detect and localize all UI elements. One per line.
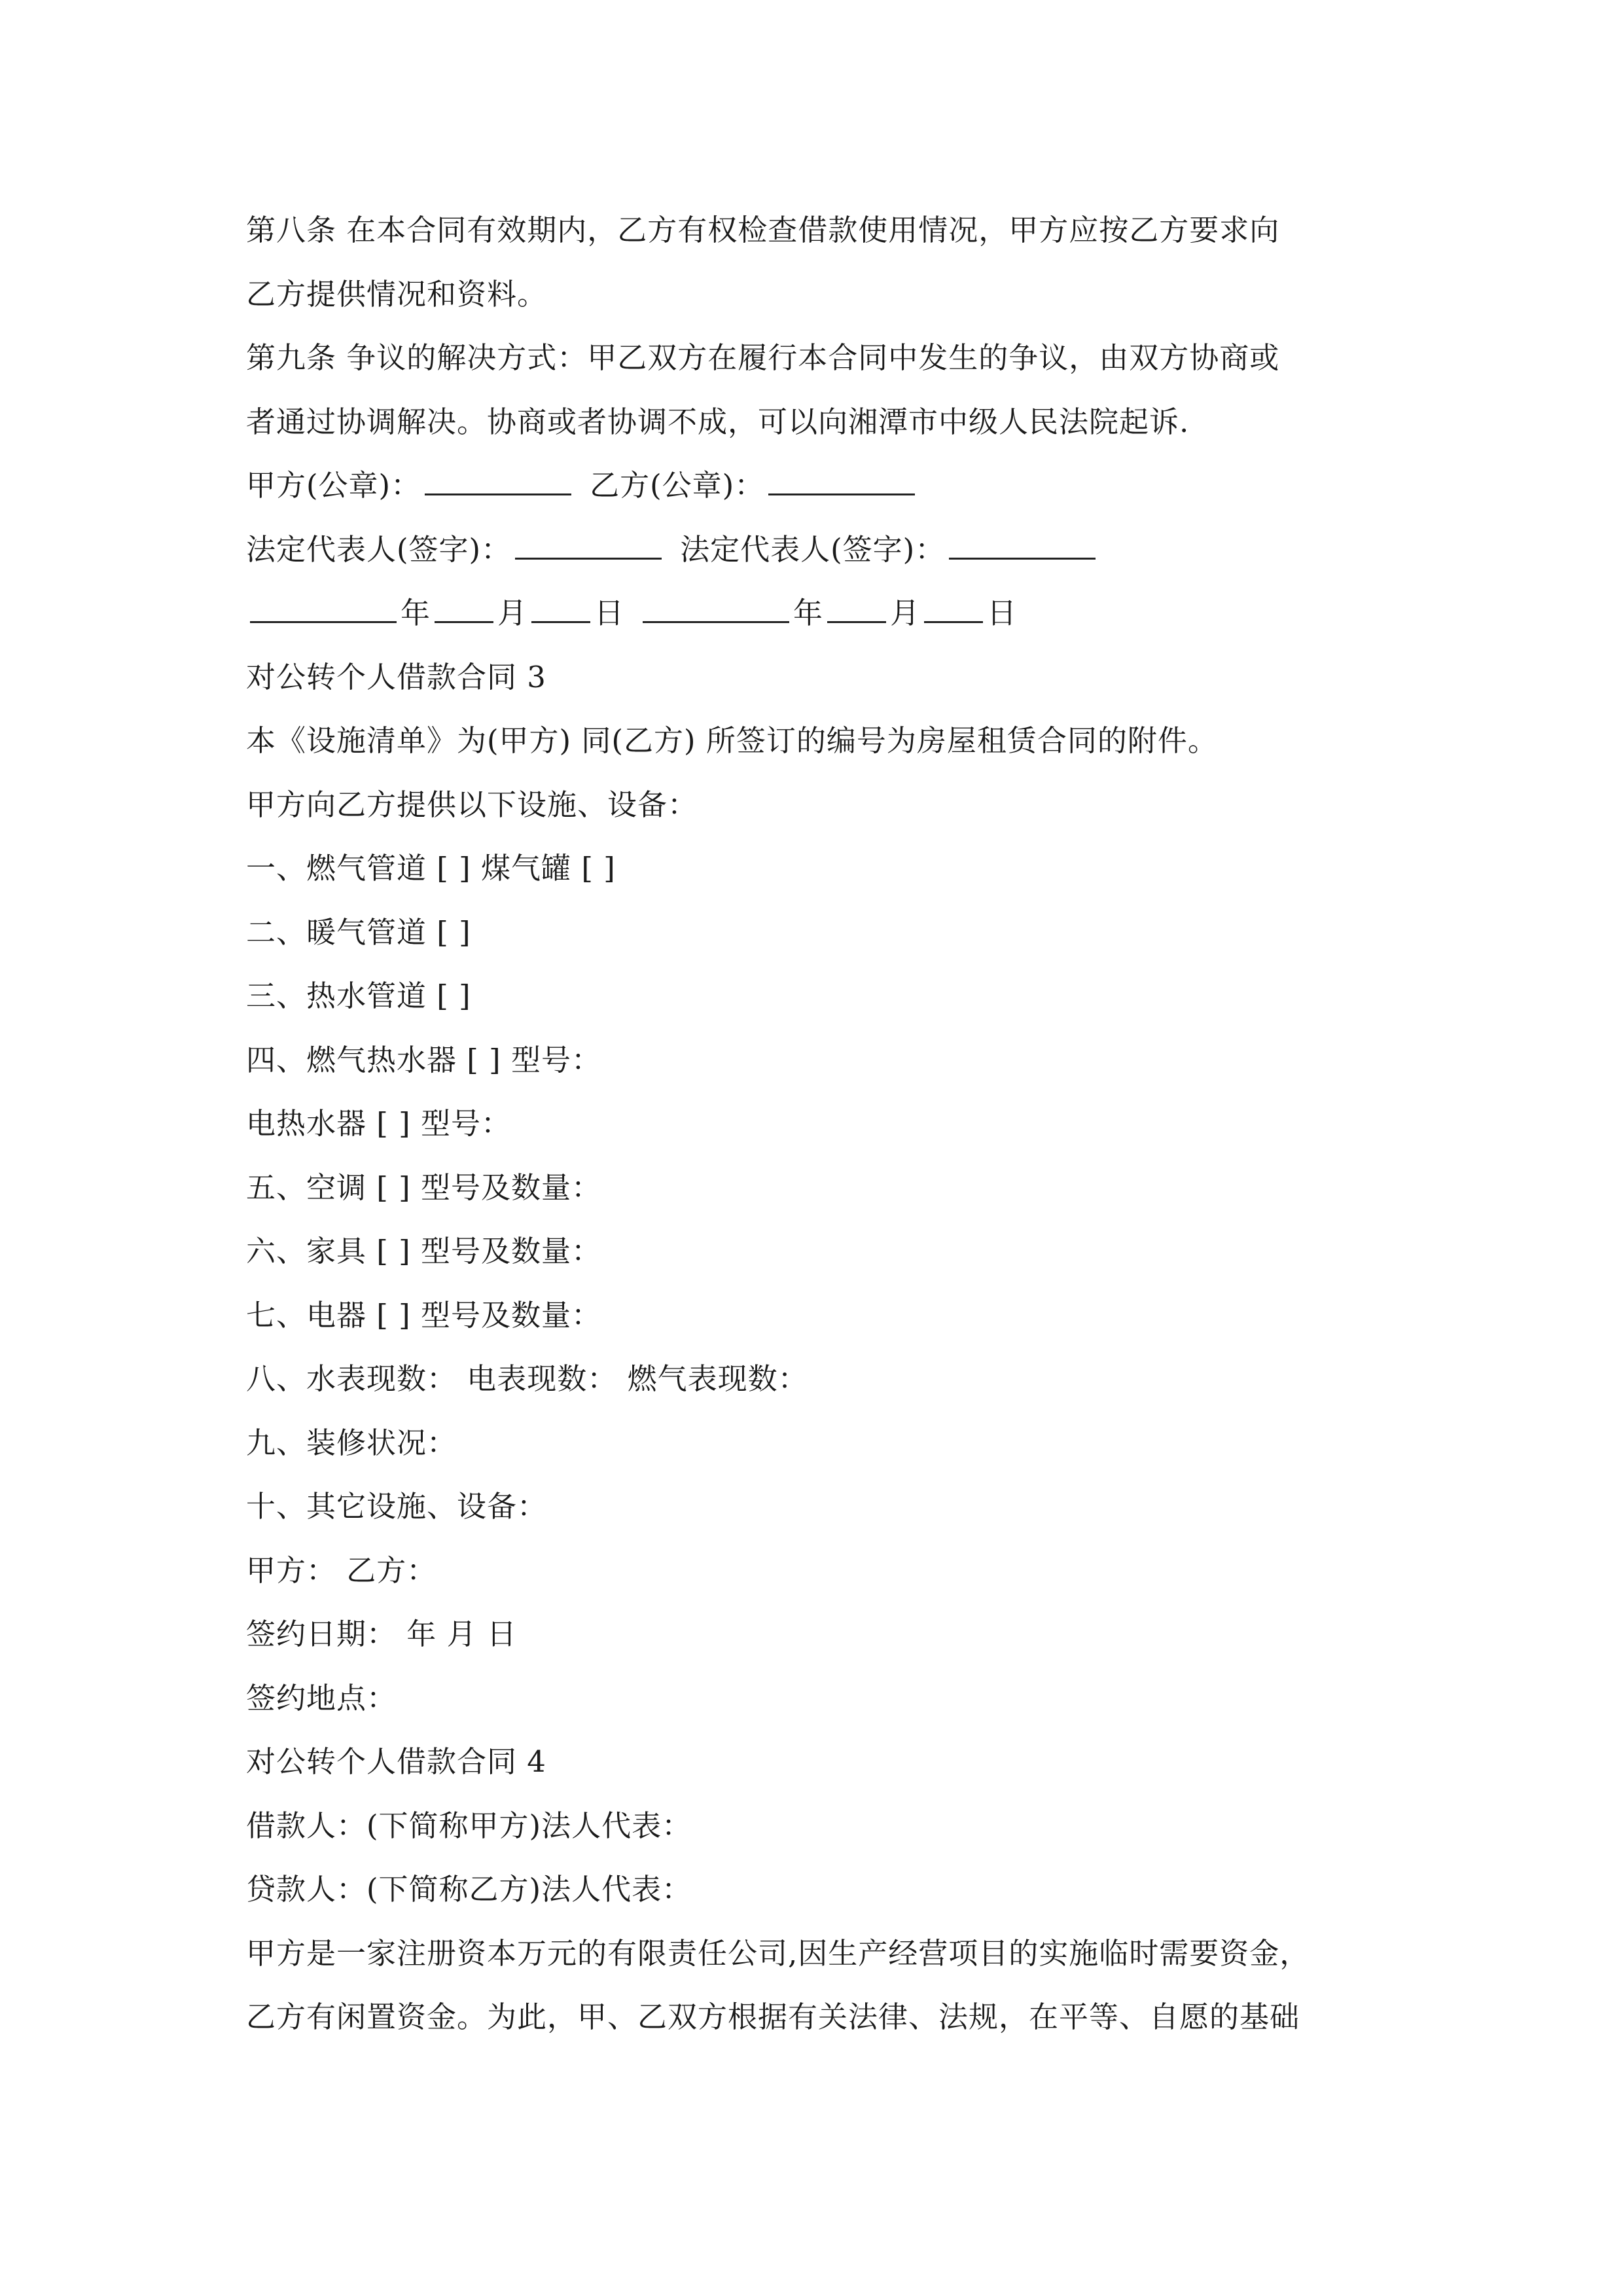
- contract-3-title: 对公转个人借款合同 3: [246, 659, 546, 694]
- article-9-line-2: 者通过协调解决。协商或者协调不成，可以向湘潭市中级人民法院起诉.: [246, 404, 1190, 439]
- contract-3-intro: 本《设施清单》为(甲方) 同(乙方) 所签订的编号为房屋租赁合同的附件。: [246, 723, 1218, 758]
- legal-rep-b-blank: [949, 530, 1096, 560]
- party-a-seal-label: 甲方(公章)：: [246, 468, 421, 503]
- contract-4-paragraph-line-2: 乙方有闲置资金。为此，甲、乙双方根据有关法律、法规，在平等、自愿的基础: [246, 2000, 1300, 2034]
- day-label-b: 日: [987, 596, 1018, 630]
- contract-4-lender: 贷款人：(下简称乙方)法人代表：: [246, 1872, 692, 1907]
- facility-item-10: 十、其它设施、设备：: [246, 1489, 548, 1524]
- day-label-a: 日: [594, 596, 625, 630]
- contract-4-borrower: 借款人：(下简称甲方)法人代表：: [246, 1808, 692, 1843]
- contract-3-provide: 甲方向乙方提供以下设施、设备：: [246, 787, 698, 822]
- month-blank-a: [435, 594, 493, 623]
- contract-4-paragraph-line-1: 甲方是一家注册资本万元的有限责任公司,因生产经营项目的实施临时需要资金，: [246, 1935, 1310, 1971]
- document-body: [246, 198, 1398, 2049]
- legal-rep-line: [246, 518, 1398, 582]
- party-b-seal-label: 乙方(公章)：: [590, 468, 765, 503]
- facility-item-4: 四、燃气热水器 [ ] 型号：: [246, 1042, 602, 1077]
- facility-item-2: 二、暖气管道 [ ]: [246, 914, 471, 950]
- day-blank-a: [531, 594, 590, 623]
- facility-item-7: 七、电器 [ ] 型号及数量：: [246, 1297, 602, 1333]
- contract-3-sign-date: 签约日期： 年 月 日: [246, 1617, 517, 1651]
- month-blank-b: [827, 594, 886, 623]
- month-label-a: 月: [497, 596, 528, 630]
- article-9-line-1: 第九条 争议的解决方式：甲乙双方在履行本合同中发生的争议，由双方协商或: [246, 340, 1280, 375]
- party-a-seal-blank: [425, 466, 571, 495]
- article-8-line-1: 第八条 在本合同有效期内，乙方有权检查借款使用情况，甲方应按乙方要求向: [246, 213, 1280, 247]
- legal-rep-a-blank: [515, 530, 662, 560]
- contract-3-parties: 甲方： 乙方：: [246, 1552, 437, 1588]
- year-blank-a: [250, 594, 397, 623]
- legal-rep-b-label: 法定代表人(签字)：: [680, 531, 946, 567]
- article-8-line-2: 乙方提供情况和资料。: [246, 276, 548, 312]
- facility-item-1: 一、燃气管道 [ ] 煤气罐 [ ]: [246, 851, 616, 886]
- facility-item-6: 六、家具 [ ] 型号及数量：: [246, 1234, 602, 1268]
- year-label-b: 年: [793, 596, 824, 630]
- party-b-seal-blank: [768, 466, 915, 495]
- seal-line: [246, 454, 1398, 518]
- day-blank-b: [924, 594, 983, 623]
- year-label-a: 年: [401, 596, 431, 630]
- facility-item-9: 九、装修状况：: [246, 1425, 457, 1460]
- contract-4-title: 对公转个人借款合同 4: [246, 1744, 546, 1779]
- year-blank-b: [643, 594, 789, 623]
- month-label-b: 月: [890, 596, 921, 630]
- facility-item-5: 五、空调 [ ] 型号及数量：: [246, 1170, 602, 1205]
- contract-3-sign-place: 签约地点：: [246, 1680, 397, 1715]
- date-line: [246, 581, 1398, 645]
- legal-rep-a-label: 法定代表人(签字)：: [246, 531, 512, 567]
- facility-item-4b: 电热水器 [ ] 型号：: [246, 1106, 512, 1141]
- facility-item-3: 三、热水管道 [ ]: [246, 978, 471, 1013]
- facility-item-8: 八、水表现数： 电表现数： 燃气表现数：: [246, 1361, 808, 1396]
